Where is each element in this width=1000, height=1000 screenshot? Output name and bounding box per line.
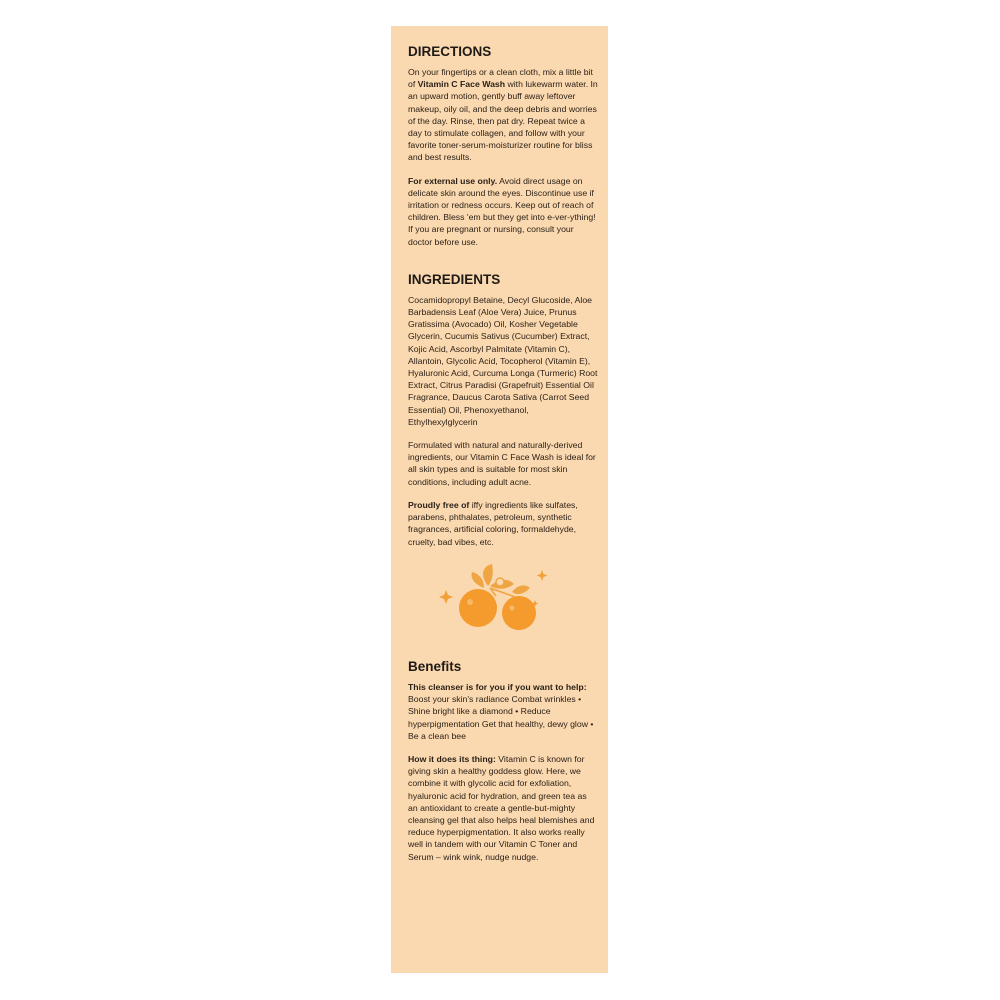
oranges-icon xyxy=(430,562,550,632)
directions-paragraph xyxy=(408,66,598,164)
product-box-panel xyxy=(391,26,608,973)
free-of-text: iffy ingredients like sulfates, parabens, phthalates, petroleum, synthetic fragrances, artificial coloring, formaldehyde, cruelty, bad vibes, etc. xyxy=(408,499,578,547)
sparkle-icon xyxy=(537,570,548,581)
benefits-paragraph xyxy=(408,681,598,742)
formulated-paragraph: Formulated with natural and naturally-derived ingredients, our Vitamin C Face Wash is ideal for all skin types and is suitable for most skin conditions, including adult acne. xyxy=(408,440,596,487)
warning-paragraph xyxy=(408,175,598,248)
how-it-works-lead: How it does its thing: xyxy=(408,753,496,764)
directions-heading: DIRECTIONS xyxy=(408,44,492,59)
ingredients-list: Cocamidopropyl Betaine, Decyl Glucoside, Aloe Barbadensis Leaf (Aloe Vera) Juice, Prunus Gratissima (Avocado) Oil, Kosher Vegetable Glycerin, Cucumis Sativus (Cucumber) Extract, Kojic Acid, Ascorbyl Palmitate (Vitamin C), Allantoin, Glycolic Acid, Tocopherol (Vitamin E), Hyaluronic Acid, Curcuma Longa (Turmeric) Root Extract, Citrus Paradisi (Grapefruit) Essential Oil Fragrance, Daucus Carota Sativa (Carrot Seed Essential) Oil, Phenoxyethanol, Ethylhexylglycerin xyxy=(408,294,598,427)
ingredients-heading: INGREDIENTS xyxy=(408,271,501,287)
benefits-text: Boost your skin's radiance Combat wrinkles • Shine bright like a diamond • Reduce hyperpigmentation Get that healthy, dewy glow • Be a clean bee xyxy=(408,694,594,741)
how-it-works-paragraph xyxy=(408,753,598,863)
benefits-lead: This cleanser is for you if you want to help: xyxy=(408,681,587,692)
free-of-lead: Proudly free of xyxy=(408,499,470,510)
directions-text-a: On your fingertips or a clean cloth, mix a little bit of xyxy=(408,67,593,90)
how-it-works-text: Vitamin C is known for giving skin a healthy goddess glow. Here, we combine it with glycolic acid for exfoliation, hyaluronic acid for hydration, and green tea as an antioxidant to create a gentle-but-mighty cleansing gel that also helps heal blemishes and reduce hyperpigmentation. It also works really well in tandem with our Vitamin C Toner and Serum – wink wink, nudge nudge. xyxy=(408,753,595,862)
sparkle-icon xyxy=(439,590,453,604)
panel-content xyxy=(408,44,598,863)
warning-text: Avoid direct usage on delicate skin around the eyes. Discontinue use if irritation or redness occurs. Keep out of reach of children. Bless 'em but they get into e-ver-ything! If you are pregnant or nursing, consult your doctor before use. xyxy=(408,175,596,247)
product-name: Vitamin C Face Wash xyxy=(417,79,506,90)
benefits-heading: Benefits xyxy=(408,658,462,674)
directions-text-c: with lukewarm water. In an upward motion, gently buff away leftover makeup, oily oil, and the deep debris and worries of the day. Rinse, then pat dry. Repeat twice a day to stimulate collagen, and follow with your favorite toner-serum-moisturizer routine for bliss and best results. xyxy=(408,79,598,163)
free-of-paragraph xyxy=(408,499,598,548)
warning-lead: For external use only. xyxy=(408,175,498,186)
